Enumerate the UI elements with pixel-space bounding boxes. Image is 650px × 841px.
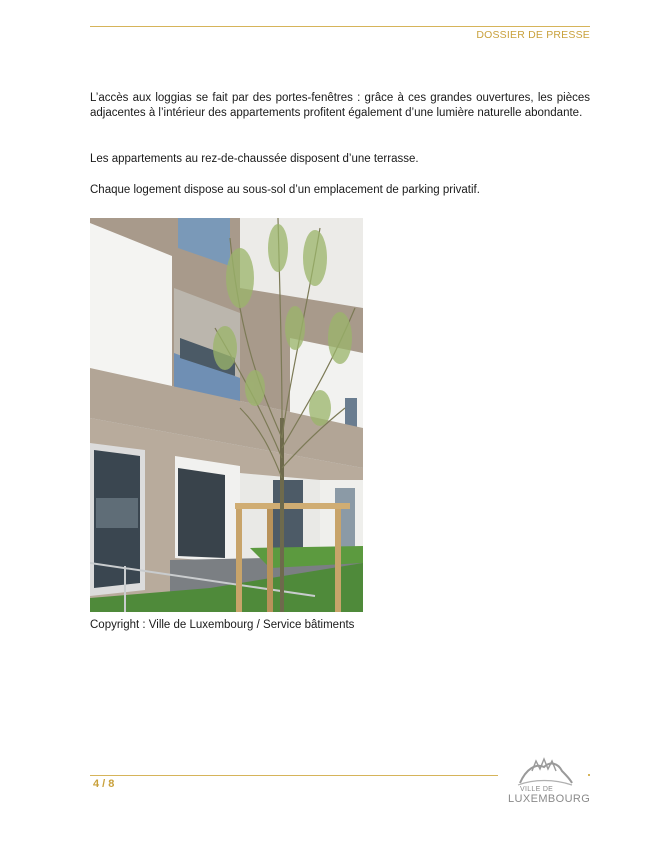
paragraph-parking: Chaque logement dispose au sous-sol d’un emplacement de parking privatif. — [90, 184, 480, 196]
building-photo — [90, 218, 363, 612]
ville-de-luxembourg-logo — [500, 757, 592, 813]
paragraph-loggias: L’accès aux loggias se fait par des portes-fenêtres : grâce à ces grandes ouvertures, les pièces adjacentes à l’intérieur des appartements profitent également d’une lumière naturelle abondante. — [90, 92, 590, 119]
logo-emblem-icon — [514, 757, 574, 787]
header-title: DOSSIER DE PRESSE — [476, 29, 590, 41]
footer-rule — [90, 775, 498, 776]
header-rule — [90, 26, 590, 27]
photo-caption: Copyright : Ville de Luxembourg / Service bâtiments — [90, 619, 355, 631]
paragraph-terrasse: Les appartements au rez-de-chaussée disposent d’une terrasse. — [90, 153, 419, 165]
page-number: 4 / 8 — [93, 778, 115, 790]
logo-line1: VILLE DE — [520, 786, 554, 793]
logo-line2: LUXEMBOURG — [508, 793, 591, 805]
